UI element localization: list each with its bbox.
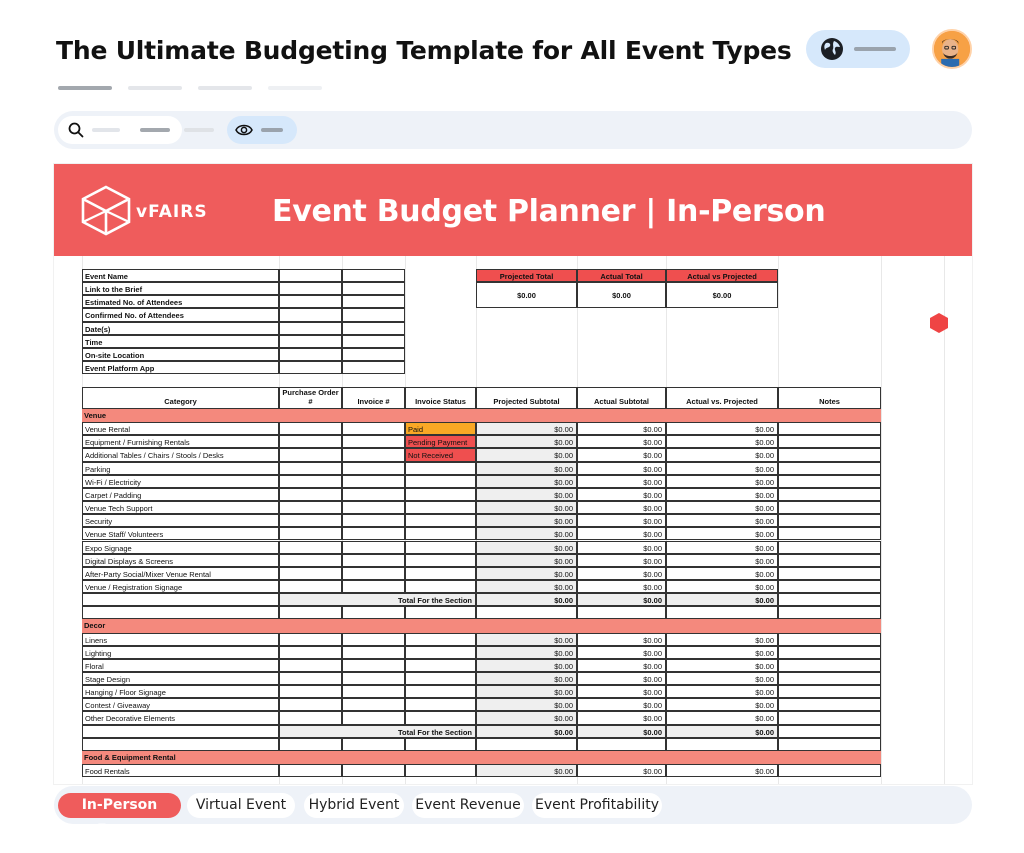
- hexagon-icon[interactable]: [928, 312, 950, 334]
- spacer-cell: [279, 738, 342, 751]
- actual-subtotal: $0.00: [577, 698, 666, 711]
- notes-cell[interactable]: [778, 698, 881, 711]
- actual-subtotal: $0.00: [577, 501, 666, 514]
- purchase-order-cell[interactable]: [279, 435, 342, 448]
- info-value-cell[interactable]: [279, 322, 342, 335]
- info-value-cell[interactable]: [279, 308, 342, 321]
- invoice-status[interactable]: [405, 541, 476, 554]
- invoice-cell[interactable]: [342, 462, 405, 475]
- actual-vs-projected: $0.00: [666, 488, 778, 501]
- actual-vs-projected: $0.00: [666, 514, 778, 527]
- info-value-cell[interactable]: [342, 322, 405, 335]
- invoice-status[interactable]: [405, 488, 476, 501]
- actual-subtotal: $0.00: [577, 711, 666, 724]
- purchase-order-cell[interactable]: [279, 685, 342, 698]
- info-value-cell[interactable]: [279, 269, 342, 282]
- invoice-status[interactable]: [405, 580, 476, 593]
- projected-subtotal: $0.00: [476, 448, 577, 461]
- line-item-label: Venue / Registration Signage: [82, 580, 279, 593]
- section-total-projected: $0.00: [476, 593, 577, 606]
- tab-event-revenue[interactable]: Event Revenue: [412, 793, 524, 818]
- column-header: [82, 387, 279, 409]
- notes-cell[interactable]: [778, 567, 881, 580]
- invoice-status[interactable]: Not Received: [405, 448, 476, 461]
- notes-cell[interactable]: [778, 659, 881, 672]
- invoice-cell[interactable]: [342, 764, 405, 777]
- tab-in-person-event[interactable]: In-Person Event: [58, 793, 181, 818]
- purchase-order-cell[interactable]: [279, 527, 342, 540]
- page-title: The Ultimate Budgeting Template for All Event Types: [56, 36, 792, 65]
- invoice-cell[interactable]: [342, 659, 405, 672]
- line-item-label: Other Decorative Elements: [82, 711, 279, 724]
- notes-cell[interactable]: [778, 633, 881, 646]
- tab-indicator[interactable]: [198, 86, 252, 90]
- actual-subtotal: $0.00: [577, 685, 666, 698]
- actual-vs-projected: $0.00: [666, 685, 778, 698]
- invoice-status[interactable]: [405, 527, 476, 540]
- line-item-label: Carpet / Padding: [82, 488, 279, 501]
- spacer-cell: [778, 738, 881, 751]
- actual-subtotal: $0.00: [577, 672, 666, 685]
- section-header: Decor: [82, 619, 881, 632]
- spacer-cell: [405, 606, 476, 619]
- actual-vs-projected: $0.00: [666, 554, 778, 567]
- actual-subtotal: $0.00: [577, 567, 666, 580]
- actual-subtotal: $0.00: [577, 422, 666, 435]
- line-item-label: Venue Staff/ Volunteers: [82, 527, 279, 540]
- projected-subtotal: $0.00: [476, 541, 577, 554]
- notes-cell[interactable]: [778, 501, 881, 514]
- notes-cell[interactable]: [778, 448, 881, 461]
- projected-subtotal: $0.00: [476, 646, 577, 659]
- info-value-cell[interactable]: [279, 335, 342, 348]
- line-item-label: Parking: [82, 462, 279, 475]
- spacer-cell: [405, 738, 476, 751]
- line-item-label: Stage Design: [82, 672, 279, 685]
- invoice-status[interactable]: [405, 646, 476, 659]
- info-value-cell[interactable]: [279, 348, 342, 361]
- tab-indicator[interactable]: [128, 86, 182, 90]
- purchase-order-cell[interactable]: [279, 580, 342, 593]
- projected-subtotal: $0.00: [476, 501, 577, 514]
- invoice-status[interactable]: [405, 659, 476, 672]
- gridline: [881, 256, 882, 784]
- purchase-order-cell[interactable]: [279, 448, 342, 461]
- info-value-cell[interactable]: [342, 295, 405, 308]
- avatar[interactable]: [932, 29, 972, 69]
- notes-cell[interactable]: [778, 672, 881, 685]
- purchase-order-cell[interactable]: [279, 462, 342, 475]
- actual-vs-projected: $0.00: [666, 698, 778, 711]
- purchase-order-cell[interactable]: [279, 633, 342, 646]
- projected-subtotal: $0.00: [476, 659, 577, 672]
- invoice-status[interactable]: [405, 462, 476, 475]
- summary-header: Projected Total: [476, 269, 577, 282]
- projected-subtotal: $0.00: [476, 462, 577, 475]
- column-header-label: Purchase Order #: [282, 388, 339, 406]
- tab-hybrid-event[interactable]: Hybrid Event: [304, 793, 404, 818]
- section-header: Food & Equipment Rental: [82, 751, 881, 764]
- notes-cell[interactable]: [778, 422, 881, 435]
- section-total-variance: $0.00: [666, 725, 778, 738]
- projected-subtotal: $0.00: [476, 488, 577, 501]
- notes-cell[interactable]: [778, 580, 881, 593]
- info-label: Estimated No. of Attendees: [82, 295, 279, 308]
- actual-vs-projected: $0.00: [666, 462, 778, 475]
- actual-vs-projected: $0.00: [666, 764, 778, 777]
- info-value-cell[interactable]: [342, 335, 405, 348]
- info-value-cell[interactable]: [279, 361, 342, 374]
- invoice-status[interactable]: [405, 567, 476, 580]
- purchase-order-cell[interactable]: [279, 764, 342, 777]
- info-value-cell[interactable]: [279, 295, 342, 308]
- spacer-cell: [577, 606, 666, 619]
- info-value-cell[interactable]: [342, 361, 405, 374]
- invoice-cell[interactable]: [342, 501, 405, 514]
- language-label-placeholder: [854, 47, 896, 51]
- section-total-actual: $0.00: [577, 593, 666, 606]
- actual-subtotal: $0.00: [577, 475, 666, 488]
- column-header: [778, 387, 881, 409]
- info-label: On-site Location: [82, 348, 279, 361]
- line-item-label: Lighting: [82, 646, 279, 659]
- sheet-banner: [54, 164, 972, 256]
- section-total-variance: $0.00: [666, 593, 778, 606]
- info-label: Link to the Brief: [82, 282, 279, 295]
- invoice-cell[interactable]: [342, 488, 405, 501]
- info-label: Date(s): [82, 322, 279, 335]
- invoice-status[interactable]: Paid: [405, 422, 476, 435]
- tab-event-profitability[interactable]: Event Profitability: [532, 793, 662, 818]
- projected-subtotal: $0.00: [476, 475, 577, 488]
- notes-cell[interactable]: [778, 725, 881, 738]
- actual-subtotal: $0.00: [577, 554, 666, 567]
- purchase-order-cell[interactable]: [279, 646, 342, 659]
- info-label: Time: [82, 335, 279, 348]
- actual-subtotal: $0.00: [577, 659, 666, 672]
- invoice-cell[interactable]: [342, 527, 405, 540]
- projected-subtotal: $0.00: [476, 698, 577, 711]
- projected-subtotal: $0.00: [476, 435, 577, 448]
- column-header-label: Actual Subtotal: [593, 397, 649, 406]
- invoice-cell[interactable]: [342, 711, 405, 724]
- actual-vs-projected: $0.00: [666, 567, 778, 580]
- line-item-label: Food Rentals: [82, 764, 279, 777]
- actual-vs-projected: $0.00: [666, 475, 778, 488]
- info-label: Event Name: [82, 269, 279, 282]
- toolbar: [54, 111, 972, 149]
- projected-subtotal: $0.00: [476, 527, 577, 540]
- search-placeholder-bar: [92, 128, 120, 132]
- summary-value: $0.00: [476, 282, 577, 308]
- summary-value: $0.00: [577, 282, 666, 308]
- line-item-label: Contest / Giveaway: [82, 698, 279, 711]
- invoice-status[interactable]: [405, 685, 476, 698]
- purchase-order-cell[interactable]: [279, 501, 342, 514]
- search-icon: [68, 122, 84, 138]
- actual-subtotal: $0.00: [577, 580, 666, 593]
- spacer-cell: [577, 738, 666, 751]
- toolbar-item[interactable]: [140, 128, 170, 132]
- section-total-actual: $0.00: [577, 725, 666, 738]
- tab-indicator[interactable]: [268, 86, 322, 90]
- invoice-status[interactable]: [405, 554, 476, 567]
- actual-vs-projected: $0.00: [666, 633, 778, 646]
- section-total-label: Total For the Section: [279, 593, 476, 606]
- purchase-order-cell[interactable]: [279, 711, 342, 724]
- spacer-cell: [666, 738, 778, 751]
- invoice-cell[interactable]: [342, 646, 405, 659]
- line-item-label: After-Party Social/Mixer Venue Rental: [82, 567, 279, 580]
- invoice-cell[interactable]: [342, 475, 405, 488]
- spacer-cell: [279, 606, 342, 619]
- actual-vs-projected: $0.00: [666, 448, 778, 461]
- line-item-label: Wi-Fi / Electricity: [82, 475, 279, 488]
- purchase-order-cell[interactable]: [279, 698, 342, 711]
- actual-subtotal: $0.00: [577, 488, 666, 501]
- sheet-title: Event Budget Planner | In-Person: [272, 194, 826, 229]
- gridline: [944, 256, 945, 784]
- projected-subtotal: $0.00: [476, 685, 577, 698]
- hexagon-cube-icon: [78, 184, 134, 236]
- actual-subtotal: $0.00: [577, 646, 666, 659]
- invoice-status[interactable]: [405, 711, 476, 724]
- column-header-label: Actual vs. Projected: [686, 397, 758, 406]
- invoice-status[interactable]: [405, 633, 476, 646]
- notes-cell[interactable]: [778, 764, 881, 777]
- actual-subtotal: $0.00: [577, 527, 666, 540]
- summary-header: Actual vs Projected: [666, 269, 778, 282]
- view-toggle[interactable]: [227, 116, 297, 144]
- info-label: Event Platform App: [82, 361, 279, 374]
- notes-cell[interactable]: [778, 711, 881, 724]
- projected-subtotal: $0.00: [476, 580, 577, 593]
- column-header: [342, 387, 405, 409]
- column-header: [279, 387, 342, 409]
- notes-cell[interactable]: [778, 646, 881, 659]
- spacer-cell: [476, 606, 577, 619]
- purchase-order-cell[interactable]: [279, 554, 342, 567]
- actual-vs-projected: $0.00: [666, 672, 778, 685]
- total-row-blank: [82, 725, 279, 738]
- tab-indicator[interactable]: [58, 86, 112, 90]
- projected-subtotal: $0.00: [476, 422, 577, 435]
- invoice-cell[interactable]: [342, 514, 405, 527]
- actual-subtotal: $0.00: [577, 462, 666, 475]
- invoice-status[interactable]: [405, 514, 476, 527]
- eye-icon: [235, 123, 253, 137]
- line-item-label: Venue Tech Support: [82, 501, 279, 514]
- line-item-label: Digital Displays & Screens: [82, 554, 279, 567]
- tab-virtual-event[interactable]: Virtual Event: [187, 793, 295, 818]
- invoice-cell[interactable]: [342, 698, 405, 711]
- line-item-label: Venue Rental: [82, 422, 279, 435]
- invoice-cell[interactable]: [342, 554, 405, 567]
- column-header: [405, 387, 476, 409]
- invoice-cell[interactable]: [342, 685, 405, 698]
- actual-vs-projected: $0.00: [666, 659, 778, 672]
- spacer-cell: [476, 738, 577, 751]
- projected-subtotal: $0.00: [476, 514, 577, 527]
- info-value-cell[interactable]: [342, 269, 405, 282]
- notes-cell[interactable]: [778, 462, 881, 475]
- invoice-status[interactable]: [405, 764, 476, 777]
- invoice-status[interactable]: Pending Payment: [405, 435, 476, 448]
- projected-subtotal: $0.00: [476, 567, 577, 580]
- spacer-cell: [342, 738, 405, 751]
- line-item-label: Linens: [82, 633, 279, 646]
- actual-subtotal: $0.00: [577, 448, 666, 461]
- invoice-cell[interactable]: [342, 541, 405, 554]
- language-selector[interactable]: [806, 30, 910, 68]
- purchase-order-cell[interactable]: [279, 672, 342, 685]
- actual-subtotal: $0.00: [577, 514, 666, 527]
- notes-cell[interactable]: [778, 514, 881, 527]
- logo-text: vFAIRS: [136, 202, 208, 222]
- actual-subtotal: $0.00: [577, 435, 666, 448]
- column-header: [577, 387, 666, 409]
- purchase-order-cell[interactable]: [279, 659, 342, 672]
- column-header-label: Notes: [819, 397, 840, 406]
- actual-vs-projected: $0.00: [666, 527, 778, 540]
- invoice-cell[interactable]: [342, 633, 405, 646]
- notes-cell[interactable]: [778, 593, 881, 606]
- info-value-cell[interactable]: [342, 308, 405, 321]
- spacer-cell: [82, 738, 279, 751]
- purchase-order-cell[interactable]: [279, 541, 342, 554]
- invoice-status[interactable]: [405, 475, 476, 488]
- section-header: Venue: [82, 409, 881, 422]
- projected-subtotal: $0.00: [476, 554, 577, 567]
- purchase-order-cell[interactable]: [279, 475, 342, 488]
- column-header-label: Projected Subtotal: [493, 397, 560, 406]
- notes-cell[interactable]: [778, 541, 881, 554]
- sheet-tabs: [54, 786, 972, 838]
- column-header-label: Category: [164, 397, 197, 406]
- line-item-label: Hanging / Floor Signage: [82, 685, 279, 698]
- column-header-label: Invoice #: [357, 397, 390, 406]
- actual-vs-projected: $0.00: [666, 646, 778, 659]
- invoice-cell[interactable]: [342, 567, 405, 580]
- notes-cell[interactable]: [778, 475, 881, 488]
- actual-vs-projected: $0.00: [666, 711, 778, 724]
- spacer-cell: [342, 606, 405, 619]
- line-item-label: Equipment / Furnishing Rentals: [82, 435, 279, 448]
- info-label: Confirmed No. of Attendees: [82, 308, 279, 321]
- info-value-cell[interactable]: [279, 282, 342, 295]
- spreadsheet[interactable]: [54, 164, 972, 784]
- line-item-label: Security: [82, 514, 279, 527]
- info-value-cell[interactable]: [342, 282, 405, 295]
- actual-vs-projected: $0.00: [666, 501, 778, 514]
- notes-cell[interactable]: [778, 685, 881, 698]
- line-item-label: Expo Signage: [82, 541, 279, 554]
- column-header: [476, 387, 577, 409]
- sheet-grid: [54, 256, 972, 784]
- notes-cell[interactable]: [778, 488, 881, 501]
- purchase-order-cell[interactable]: [279, 567, 342, 580]
- avatar-face-icon: [934, 31, 970, 67]
- actual-vs-projected: $0.00: [666, 422, 778, 435]
- actual-vs-projected: $0.00: [666, 580, 778, 593]
- invoice-status[interactable]: [405, 672, 476, 685]
- actual-vs-projected: $0.00: [666, 435, 778, 448]
- info-value-cell[interactable]: [342, 348, 405, 361]
- invoice-cell[interactable]: [342, 580, 405, 593]
- section-total-label: Total For the Section: [279, 725, 476, 738]
- invoice-status[interactable]: [405, 501, 476, 514]
- projected-subtotal: $0.00: [476, 764, 577, 777]
- spacer-cell: [778, 606, 881, 619]
- spacer-cell: [666, 606, 778, 619]
- total-row-blank: [82, 593, 279, 606]
- summary-header: Actual Total: [577, 269, 666, 282]
- notes-cell[interactable]: [778, 527, 881, 540]
- section-total-projected: $0.00: [476, 725, 577, 738]
- purchase-order-cell[interactable]: [279, 488, 342, 501]
- column-header-label: Invoice Status: [415, 397, 466, 406]
- invoice-cell[interactable]: [342, 422, 405, 435]
- actual-vs-projected: $0.00: [666, 541, 778, 554]
- projected-subtotal: $0.00: [476, 672, 577, 685]
- invoice-cell[interactable]: [342, 672, 405, 685]
- actual-subtotal: $0.00: [577, 764, 666, 777]
- purchase-order-cell[interactable]: [279, 514, 342, 527]
- invoice-cell[interactable]: [342, 435, 405, 448]
- globe-icon: [820, 37, 844, 61]
- projected-subtotal: $0.00: [476, 711, 577, 724]
- summary-value: $0.00: [666, 282, 778, 308]
- invoice-cell[interactable]: [342, 448, 405, 461]
- line-item-label: Additional Tables / Chairs / Stools / Desks: [82, 448, 279, 461]
- spacer-cell: [82, 606, 279, 619]
- view-label-placeholder: [261, 128, 283, 132]
- actual-subtotal: $0.00: [577, 633, 666, 646]
- projected-subtotal: $0.00: [476, 633, 577, 646]
- line-item-label: Floral: [82, 659, 279, 672]
- purchase-order-cell[interactable]: [279, 422, 342, 435]
- column-header: [666, 387, 778, 409]
- notes-cell[interactable]: [778, 435, 881, 448]
- invoice-status[interactable]: [405, 698, 476, 711]
- notes-cell[interactable]: [778, 554, 881, 567]
- actual-subtotal: $0.00: [577, 541, 666, 554]
- toolbar-item[interactable]: [184, 128, 214, 132]
